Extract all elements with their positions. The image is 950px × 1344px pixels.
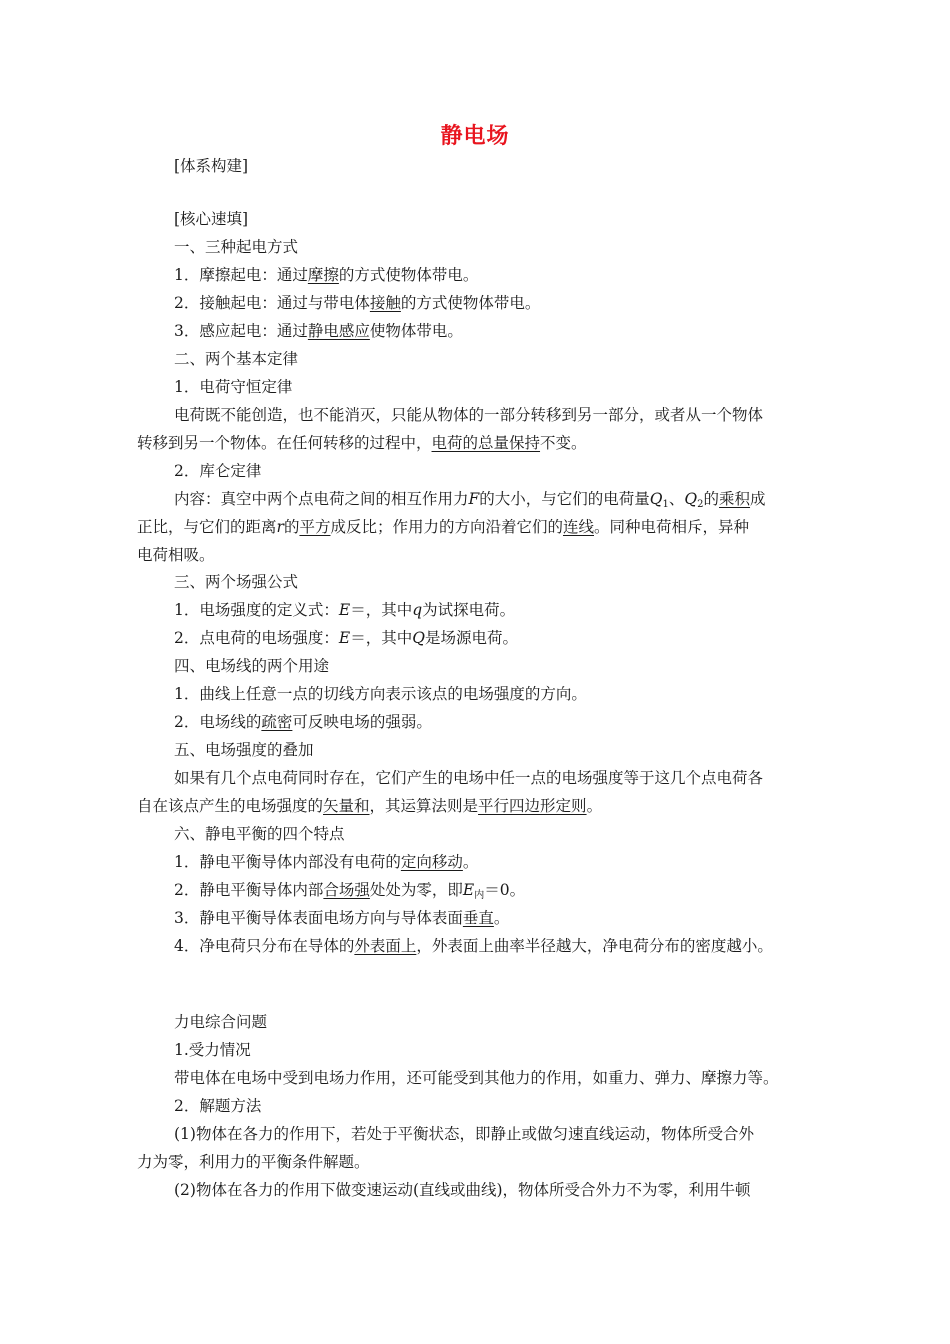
paragraph-line: (1)物体在各力的作用下，若处于平衡状态，即静止或做匀速直线运动，物体所受合外 bbox=[174, 1125, 754, 1143]
paragraph-line: 电荷相吸。 bbox=[137, 546, 215, 564]
answer-blank: 乘积 bbox=[719, 490, 751, 508]
answer-blank: 垂直 bbox=[462, 909, 494, 927]
paragraph-line: 自在该点产生的电场强度的矢量和，其运算法则是平行四边形定则。 bbox=[137, 797, 603, 815]
heading-field-lines: 四、电场线的两个用途 bbox=[174, 657, 330, 675]
answer-blank: 连线 bbox=[562, 518, 594, 536]
answer-blank: 合场强 bbox=[323, 881, 370, 899]
list-item: 3．感应起电：通过静电感应使物体带电。 bbox=[174, 322, 463, 340]
heading-field-formulas: 三、两个场强公式 bbox=[174, 573, 299, 591]
list-item: 2．静电平衡导体内部合场强处处为零，即$E_内=0$。 bbox=[174, 881, 526, 901]
list-item: 1．曲线上任意一点的切线方向表示该点的电场强度的方向。 bbox=[174, 685, 587, 703]
list-item: 2．点电荷的电场强度：E＝，其中Q是场源电荷。 bbox=[174, 629, 518, 647]
heading-superposition: 五、电场强度的叠加 bbox=[174, 741, 314, 759]
subheading: 2．解题方法 bbox=[174, 1097, 262, 1115]
answer-blank: 疏密 bbox=[261, 713, 293, 731]
list-item: 4．净电荷只分布在导体的外表面上，外表面上曲率半径越大，净电荷分布的密度越小。 bbox=[174, 937, 773, 955]
answer-blank: 静电感应 bbox=[307, 322, 370, 340]
page-title: 静电场 bbox=[440, 123, 510, 149]
heading-charging-methods: 一、三种起电方式 bbox=[174, 238, 299, 256]
paragraph-line: 转移到另一个物体。在任何转移的过程中，电荷的总量保持不变。 bbox=[137, 434, 587, 452]
answer-blank: 定向移动 bbox=[400, 853, 463, 871]
answer-blank: 电荷的总量保持 bbox=[431, 434, 541, 452]
topic-heading: 力电综合问题 bbox=[174, 1013, 268, 1031]
list-item: 1．摩擦起电：通过摩擦的方式使物体带电。 bbox=[174, 266, 479, 284]
paragraph-line: 带电体在电场中受到电场力作用，还可能受到其他力的作用，如重力、弹力、摩擦力等。 bbox=[174, 1069, 779, 1087]
answer-blank: 平行四边形定则 bbox=[478, 797, 587, 815]
subheading: 1．电荷守恒定律 bbox=[174, 378, 293, 396]
answer-blank: 摩擦 bbox=[307, 266, 339, 284]
section-system: [体系构建] bbox=[174, 157, 249, 175]
answer-blank: 矢量和 bbox=[323, 797, 370, 815]
paragraph-line: 内容：真空中两个点电荷之间的相互作用力F的大小，与它们的电荷量$Q_1$、$Q_2$的乘积成 bbox=[174, 490, 766, 510]
subheading: 2．库仑定律 bbox=[174, 462, 262, 480]
answer-blank: 外表面上 bbox=[354, 937, 417, 955]
answer-blank: 平方 bbox=[299, 518, 331, 536]
heading-basic-laws: 二、两个基本定律 bbox=[174, 350, 299, 368]
answer-blank: 接触 bbox=[369, 294, 401, 312]
list-item: 3．静电平衡导体表面电场方向与导体表面垂直。 bbox=[174, 909, 510, 927]
paragraph-line: 正比，与它们的距离r的平方成反比；作用力的方向沿着它们的连线。同种电荷相斥，异种 bbox=[137, 518, 750, 536]
paragraph-line: 如果有几个点电荷同时存在，它们产生的电场中任一点的电场强度等于这几个点电荷各 bbox=[174, 769, 764, 787]
list-item: 2．电场线的疏密可反映电场的强弱。 bbox=[174, 713, 432, 731]
subheading: 1.受力情况 bbox=[174, 1041, 251, 1059]
list-item: 2．接触起电：通过与带电体接触的方式使物体带电。 bbox=[174, 294, 541, 312]
paragraph-line: 电荷既不能创造，也不能消灭，只能从物体的一部分转移到另一部分，或者从一个物体 bbox=[174, 406, 764, 424]
list-item: 1．电场强度的定义式：E＝，其中q为试探电荷。 bbox=[174, 601, 516, 619]
paragraph-line: (2)物体在各力的作用下做变速运动(直线或曲线)，物体所受合外力不为零，利用牛顿 bbox=[174, 1181, 751, 1199]
section-core: [核心速填] bbox=[174, 210, 249, 228]
list-item: 1．静电平衡导体内部没有电荷的定向移动。 bbox=[174, 853, 479, 871]
paragraph-line: 力为零，利用力的平衡条件解题。 bbox=[137, 1153, 370, 1171]
heading-electrostatic-equilibrium: 六、静电平衡的四个特点 bbox=[174, 825, 345, 843]
